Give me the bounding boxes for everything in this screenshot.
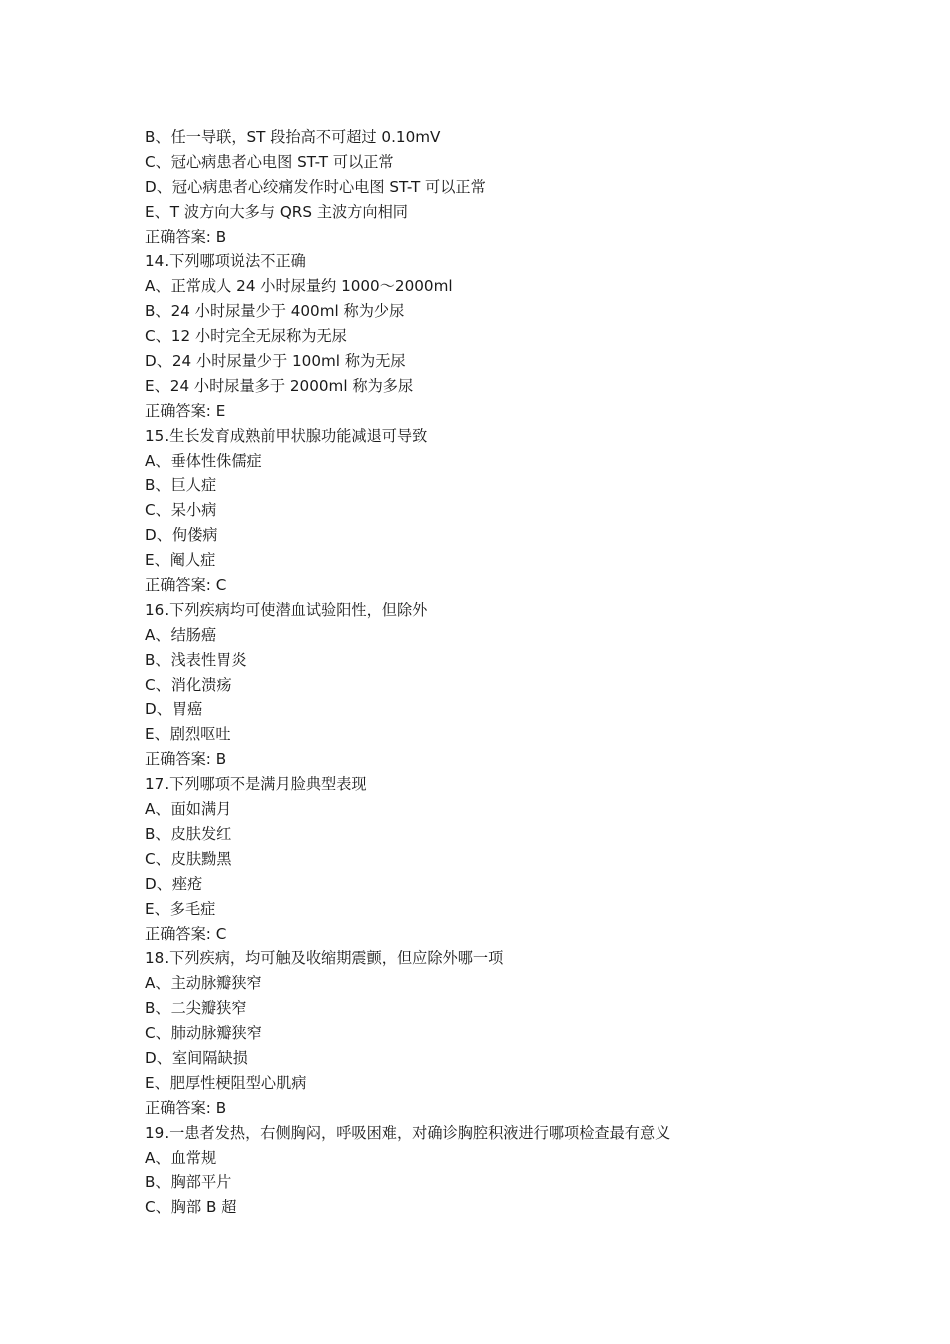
option-e: E、肥厚性梗阻型心肌病: [145, 1073, 307, 1092]
option-b: B、巨人症: [145, 476, 217, 495]
option-a: A、血常规: [145, 1148, 217, 1167]
option-e: E、剧烈呕吐: [145, 725, 231, 744]
option-b: B、二尖瓣狭窄: [145, 999, 247, 1018]
option-b: B、24 小时尿量少于 400ml 称为少尿: [145, 302, 405, 321]
option-c: C、12 小时完全无尿称为无尿: [145, 327, 347, 346]
option-b: B、浅表性胃炎: [145, 650, 247, 669]
question-15: 15.生长发育成熟前甲状腺功能减退可导致: [145, 426, 428, 445]
answer-14: 正确答案: E: [145, 401, 226, 420]
question-17: 17.下列哪项不是满月脸典型表现: [145, 775, 367, 794]
option-d: D、室间隔缺损: [145, 1048, 248, 1067]
option-b: B、胸部平片: [145, 1173, 232, 1192]
option-e: E、24 小时尿量多于 2000ml 称为多尿: [145, 376, 414, 395]
option-d: D、胃癌: [145, 700, 203, 719]
option-b: B、任一导联，ST 段抬高不可超过 0.10mV: [145, 128, 441, 146]
option-c: C、皮肤黝黑: [145, 849, 232, 868]
question-14: 14.下列哪项说法不正确: [145, 252, 306, 271]
answer-13: 正确答案: B: [145, 227, 227, 246]
option-b: B、皮肤发红: [145, 824, 232, 843]
question-19: 19.一患者发热，右侧胸闷，呼吸困难，对确诊胸腔积液进行哪项检查最有意义: [145, 1123, 671, 1142]
option-c: C、呆小病: [145, 501, 217, 520]
option-d: D、痤疮: [145, 874, 203, 893]
option-e: E、T 波方向大多与 QRS 主波方向相同: [145, 202, 408, 221]
option-a: A、结肠癌: [145, 625, 217, 644]
option-d: D、24 小时尿量少于 100ml 称为无尿: [145, 352, 406, 371]
option-d: D、佝偻病: [145, 526, 218, 545]
question-16: 16.下列疾病均可使潜血试验阳性，但除外: [145, 600, 428, 619]
option-a: A、面如满月: [145, 800, 232, 819]
option-e: E、多毛症: [145, 899, 216, 918]
answer-15: 正确答案: C: [145, 576, 227, 595]
option-a: A、主动脉瓣狭窄: [145, 974, 262, 993]
answer-18: 正确答案: B: [145, 1098, 227, 1117]
answer-16: 正确答案: B: [145, 750, 227, 769]
answer-17: 正确答案: C: [145, 924, 227, 943]
option-d: D、冠心病患者心绞痛发作时心电图 ST-T 可以正常: [145, 177, 486, 196]
document-page: [145, 125, 865, 1220]
option-c: C、消化溃疡: [145, 675, 232, 694]
option-a: A、垂体性侏儒症: [145, 451, 262, 470]
option-c: C、冠心病患者心电图 ST-T 可以正常: [145, 152, 394, 171]
option-c: C、肺动脉瓣狭窄: [145, 1024, 262, 1043]
option-c: C、胸部 B 超: [145, 1198, 237, 1217]
option-e: E、阉人症: [145, 551, 216, 570]
option-a: A、正常成人 24 小时尿量约 1000～2000ml: [145, 277, 453, 296]
question-18: 18.下列疾病，均可触及收缩期震颤，但应除外哪一项: [145, 949, 504, 968]
